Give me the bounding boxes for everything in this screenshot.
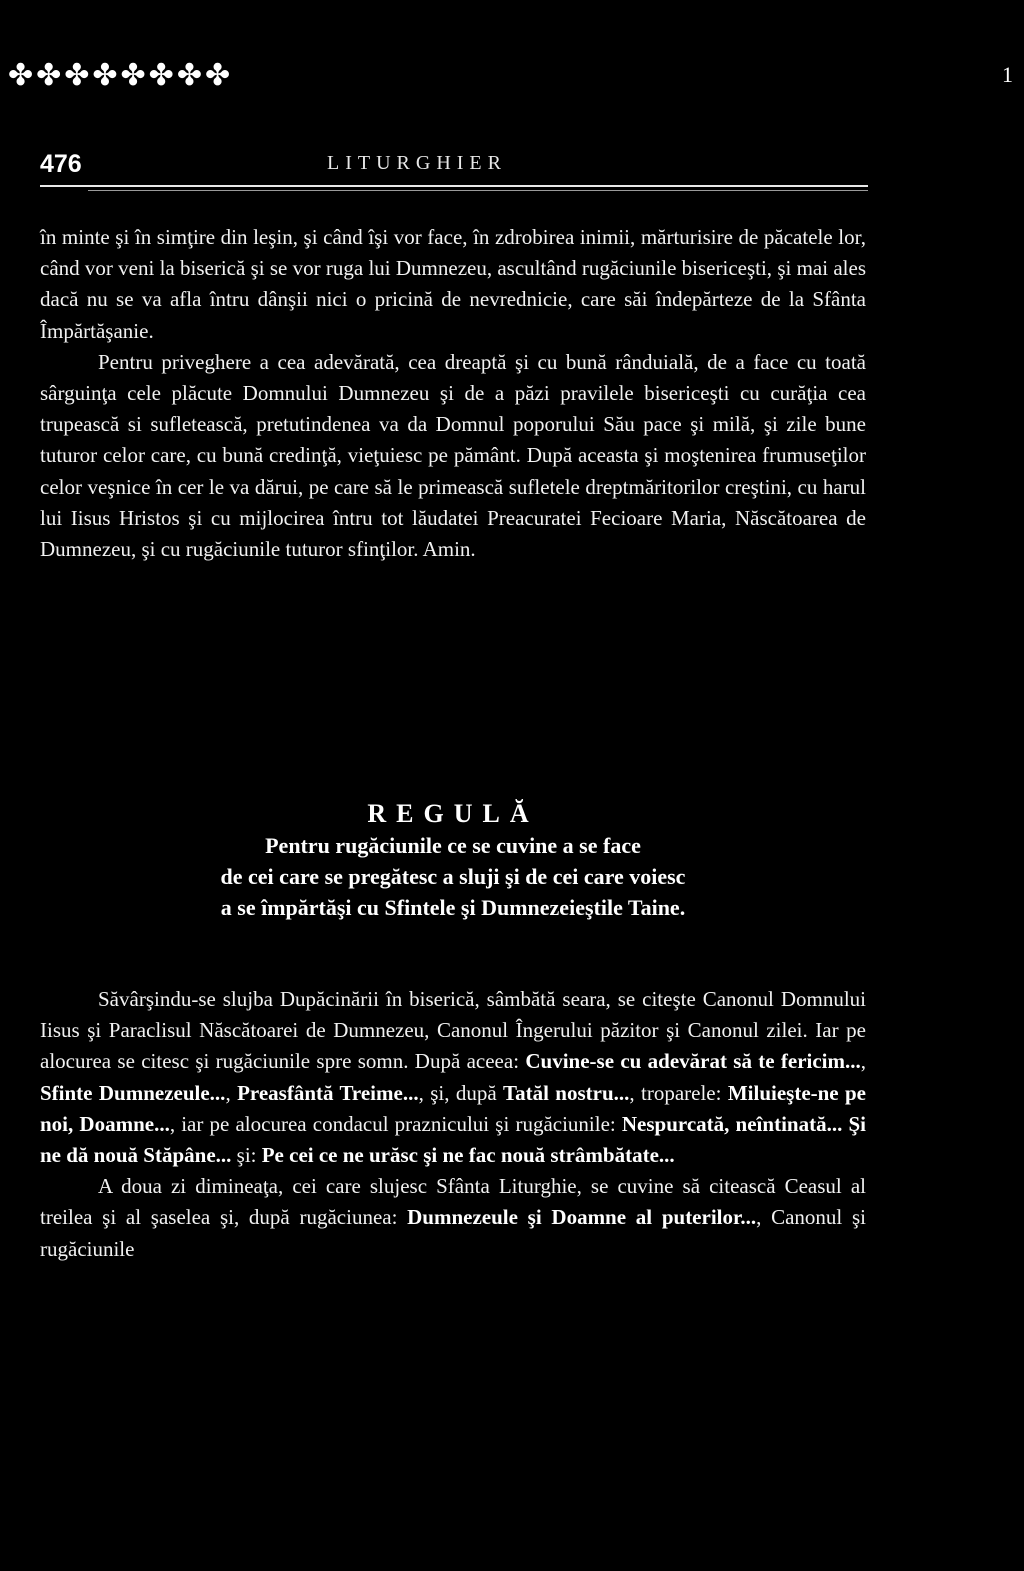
body-text-span: ,	[225, 1080, 238, 1105]
body-text-span: , troparele:	[629, 1080, 728, 1105]
corner-mark: 1	[1002, 62, 1013, 87]
running-title: LITURGHIER	[327, 152, 507, 174]
intro-paragraph-2: Pentru priveghere a cea adevărată, cea dreaptă şi cu bună rânduială, de a face cu toată sârguinţa cele plăcute Domnului Dumnezeu şi de a păzi pravilele bisericeşti cu curăţia cea trupească si sufletească, pretutindenea va da Domnul poporului Său pace şi milă, şi zile bune tuturor celor care, cu bună credinţă, vieţuiesc pe pământ. După aceasta şi moştenirea frumuseţilor celor veşnice în cer le va dărui, pe care să le primească sufletele dreptmăritorilor creştini, cu harul lui Iisus Hristos şi cu mijlocirea întru tot lăudatei Preacuratei Fecioare Maria, Născătoarea de Dumnezeu, şi cu rugăciunile tuturor sfinţilor. Amin.	[40, 349, 866, 562]
prayer-title: Miluieşte-ne pe noi, Doamne...	[40, 1080, 866, 1136]
prayer-title: Şi ne dă nouă Stăpâne...	[40, 1111, 866, 1168]
body-text-span: A doua zi dimineaţa, cei care slujesc Sfânta Liturghie, se cuvine să citească Ceasul al treilea şi al şaselea şi, după rugăciunea:	[40, 1174, 866, 1230]
prayer-title: Preasfântă Treime...	[237, 1080, 419, 1105]
prayer-title: Cuvine-se cu adevărat să te fericim...	[525, 1049, 861, 1074]
header-rule-thin	[88, 190, 868, 191]
prayer-title: Tatăl nostru...	[503, 1080, 630, 1105]
rule-subtitle-line-1: Pentru rugăciunile ce se cuvine a se face	[265, 833, 641, 858]
body-text-span: , şi, după	[418, 1080, 504, 1105]
prayer-title: Pe cei ce ne urăsc şi ne fac nouă strâmbătate...	[261, 1143, 675, 1168]
running-head	[40, 150, 866, 184]
rule-title: REGULĂ	[367, 799, 539, 828]
body-text-span: , Canonul şi rugăciunile	[40, 1205, 866, 1261]
rule-subtitle-line-3: a se împărtăşi cu Sfintele şi Dumnezeieştile Taine.	[220, 895, 686, 920]
body-text-span: şi:	[231, 1143, 262, 1168]
rule-heading	[40, 798, 866, 923]
page-number: 476	[40, 150, 82, 178]
body-text-span: ,	[860, 1049, 866, 1074]
rule-subtitle-line-2: de cei care se pregătesc a sluji şi de cei care voiesc	[220, 864, 686, 889]
intro-paragraph-1: în minte şi în simţire din leşin, şi când îşi vor face, în zdrobirea inimii, mărturisire de păcatele lor, când vor veni la biserică şi se vor ruga lui Dumnezeu, ascultând rugăciunile bisericeşti, şi mai ales dacă nu se va afla întru dânşii nici o pricină de nevrednicie, care săi îndepărteze de la Sfânta Împărtăşanie.	[40, 225, 866, 343]
body-text-span: Săvârşindu-se slujba Dupăcinării în biserică, sâmbătă seara, se citeşte Canonul Domnului Iisus şi Paraclisul Născătoarei de Dumnezeu, Canonul Îngerului păzitor şi Canonul zilei. Iar pe alocurea se citesc şi rugăciunile spre somn. După aceea:	[40, 987, 866, 1074]
intro-text	[40, 222, 866, 565]
header-rule	[40, 185, 868, 187]
body-paragraph-1	[40, 984, 866, 1171]
ornament-border: ✤✤✤✤✤✤✤✤	[8, 58, 234, 93]
body-text-span: , iar pe alocurea condacul praznicului şi rugăciunile:	[169, 1111, 622, 1136]
body-paragraph-2	[40, 1171, 866, 1265]
prayer-title: Sfinte Dumnezeule...	[40, 1080, 226, 1105]
prayer-title: Dumnezeule şi Doamne al puterilor...	[407, 1205, 757, 1230]
body-text	[40, 984, 866, 1265]
prayer-title: Nespurcată, neîntinată...	[621, 1111, 843, 1136]
